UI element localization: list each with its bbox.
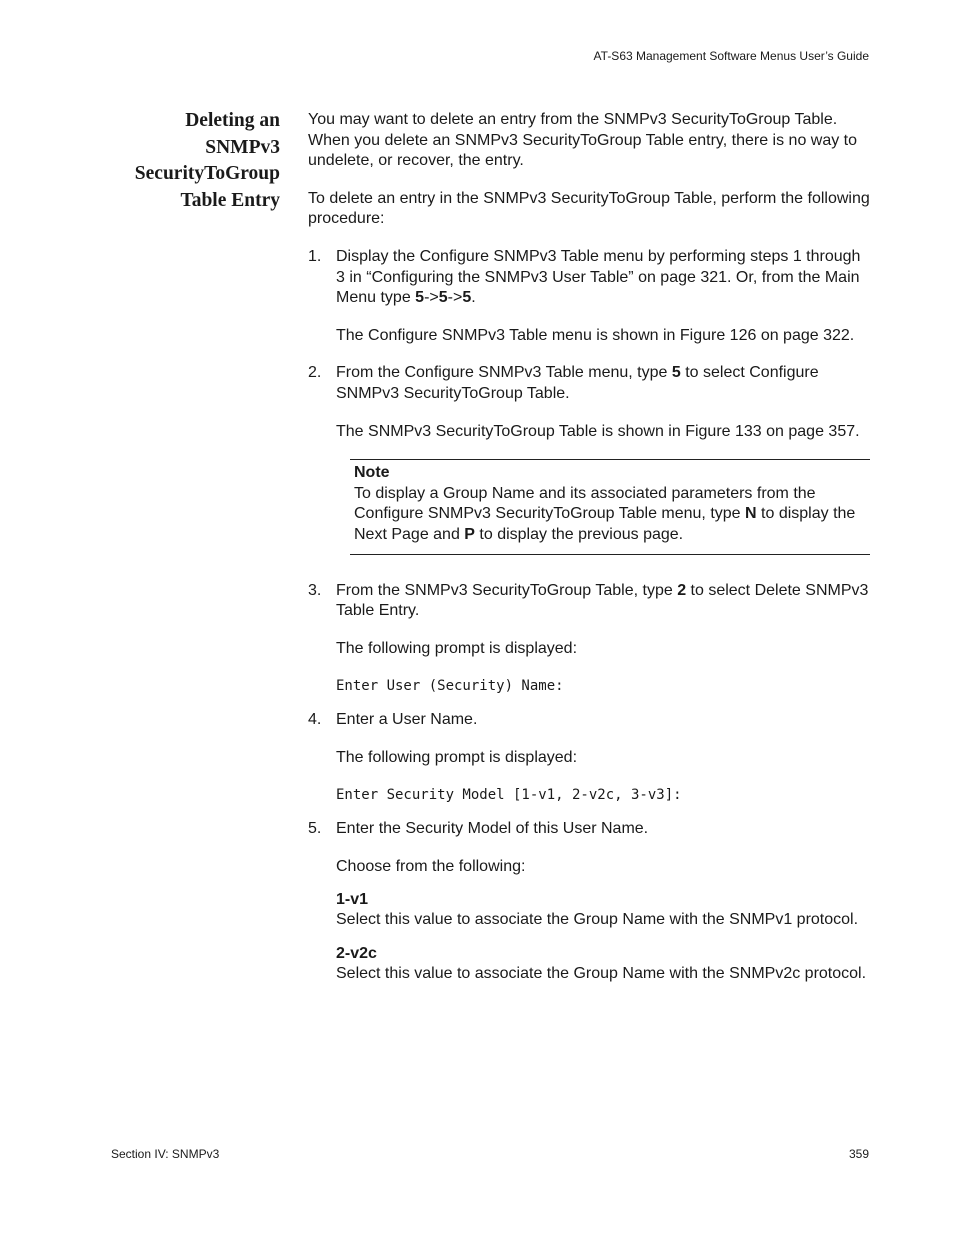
procedure-step-5 [308, 819, 870, 985]
step-number: 2. [308, 364, 322, 382]
step-followup: The Configure SNMPv3 Table menu is shown in Figure 126 on page 322. [336, 326, 855, 344]
step-followup: The following prompt is displayed: [336, 639, 578, 657]
step-text: From the Configure SNMPv3 Table menu, type 5 to select Configure SNMPv3 SecurityToGroup Table. [336, 364, 819, 402]
option-description: Select this value to associate the Group Name with the SNMPv1 protocol. [336, 911, 859, 929]
key-5: 5 [438, 289, 448, 307]
body-content [308, 110, 870, 998]
heading-line: SNMPv3 [205, 136, 280, 158]
step-number: 3. [308, 581, 322, 599]
key-5: 5 [462, 289, 472, 307]
step-followup: The following prompt is displayed: [336, 748, 578, 766]
heading-line: Table Entry [180, 189, 280, 211]
note-text: To display a Group Name and its associated parameters from the Configure SNMPv3 SecurityToGroup Table menu, type N to display the Next Page and P to display the previous page. [354, 484, 856, 543]
intro-paragraph: To delete an entry in the SNMPv3 SecurityToGroup Table, perform the following procedure: [308, 189, 870, 228]
key-5: 5 [671, 364, 681, 382]
key-n: N [745, 505, 757, 523]
key-2: 2 [677, 581, 687, 599]
step-text: From the SNMPv3 SecurityToGroup Table, type 2 to select Delete SNMPv3 Table Entry. [336, 581, 869, 620]
step-followup: Choose from the following: [336, 858, 526, 876]
step-number: 4. [308, 711, 322, 729]
option-item [336, 890, 870, 931]
option-name: 2-v2c [336, 944, 377, 962]
heading-line: Deleting an [185, 110, 280, 131]
key-5: 5 [415, 289, 425, 307]
running-header: AT-S63 Management Software Menus User’s Guide [593, 49, 869, 63]
section-heading [100, 108, 280, 214]
procedure-step-1 [308, 247, 870, 346]
procedure-step-3 [308, 581, 870, 697]
page-number: 359 [848, 1147, 869, 1161]
procedure-step-4 [308, 710, 870, 805]
step-text: Display the Configure SNMPv3 Table menu by performing steps 1 through 3 in “Configuring the SNMPv3 User Table” on page 321. Or, from the Main Menu type 5->5->5. [336, 247, 861, 307]
step-text: Enter the Security Model of this User Name. [336, 820, 649, 838]
key-p: P [464, 525, 475, 543]
option-description: Select this value to associate the Group Name with the SNMPv2c protocol. [336, 965, 867, 983]
procedure-step-2 [308, 363, 870, 442]
cli-prompt: Enter Security Model [1-v1, 2-v2c, 3-v3]: [336, 787, 682, 804]
step-text: Enter a User Name. [336, 711, 478, 729]
step-number: 1. [308, 247, 322, 265]
intro-paragraph: You may want to delete an entry from the SNMPv3 SecurityToGroup Table. When you delete an SNMPv3 SecurityToGroup Table entry, there is no way to undelete, or recover, the entry. [308, 111, 858, 170]
option-name: 1-v1 [336, 890, 369, 908]
step-number: 5. [308, 820, 322, 838]
option-item [336, 944, 870, 985]
footer-section: Section IV: SNMPv3 [111, 1147, 220, 1161]
note-title: Note [354, 464, 390, 482]
cli-prompt: Enter User (Security) Name: [336, 678, 564, 695]
heading-line: SecurityToGroup [134, 163, 280, 184]
note-box [350, 459, 870, 554]
step-followup: The SNMPv3 SecurityToGroup Table is shown in Figure 133 on page 357. [336, 422, 860, 440]
